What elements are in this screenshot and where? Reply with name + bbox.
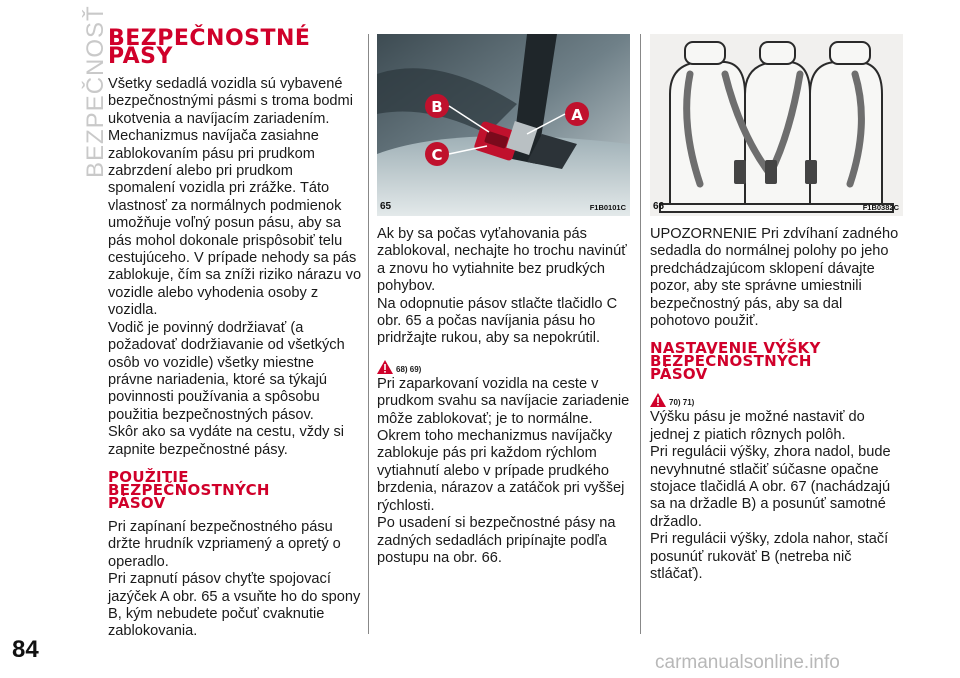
paragraph: Pri zapnutí pásov chyťte spojovací jazýček A obr. 65 a vsuňte ho do spony B, kým nebudete počuť cvaknutie zablokovania. (108, 571, 361, 640)
paragraph: Skôr ako sa vydáte na cestu, vždy si zapnite bezpečnostné pásy. (108, 424, 345, 458)
figure-code: F1B0382C (862, 203, 899, 212)
rear-seats-illustration (650, 34, 903, 216)
warning-triangle-icon (650, 393, 666, 407)
figure-65-seatbelt-buckle (377, 34, 630, 216)
figure-number: 66 (653, 201, 665, 212)
column-middle (377, 226, 631, 567)
subsection-title (108, 467, 362, 512)
column-divider (368, 34, 369, 634)
paragraph: Vodič je povinný dodržiavať (a požadovať dodržiavanie od všetkých osôb vo vozidle) všetky miestne právne nariadenia, ktoré sa týkajú povinnosti používania a spôsobu použitia bezpečnostných pásov. (108, 319, 345, 423)
section-title-line: BEZPEČNOSTNÉ (108, 26, 311, 51)
warning-reference (650, 385, 904, 407)
paragraph: Okrem toho mechanizmus navíjačky zablokuje pás pri každom rýchlom vytiahnutí alebo v prípade prudkého brzdenia, nárazov a zatáčok pri vyššej rýchlosti. (377, 428, 625, 514)
paragraph: Po usadení si bezpečnostné pásy na zadných sedadlách pripínajte podľa postupu na obr. 66. (377, 515, 616, 566)
subsection-title-line: PÁSOV (650, 365, 708, 384)
subsection-title-line: POUŽITIE (108, 467, 189, 486)
column-left (108, 26, 362, 641)
paragraph: UPOZORNENIE Pri zdvíhaní zadného sedadla do normálnej polohy po jeho predchádzajúcom sklopení dávajte pozor, aby ste správne umiestnili bezpečnostný pás, aby sa dal pohotovo použiť. (650, 226, 899, 330)
figure-caption (650, 200, 903, 212)
paragraph: Pri regulácii výšky, zdola nahor, stačí posunúť rukoväť B (netreba nič stláčať). (650, 531, 889, 583)
warning-refs: 70) 71) (669, 398, 695, 408)
figure-number: 65 (380, 201, 392, 212)
paragraph: Výšku pásu je možné nastaviť do jednej z piatich rôznych polôh. (650, 409, 865, 443)
warning-triangle-icon (377, 360, 393, 374)
warning-reference (377, 352, 631, 374)
paragraph: Na odopnutie pásov stlačte tlačidlo C obr. 65 a počas navíjania pásu ho pridržajte rukou, aby sa nepokrútil. (377, 295, 618, 347)
figure-66-rear-seatbelts (650, 34, 903, 216)
subsection-title (650, 339, 904, 384)
paragraph: Všetky sedadlá vozidla sú vybavené bezpečnostnými pásmi s troma bodmi ukotvenia a navíjacím zariadením. Mechanizmus navíjača zasiahne zablokovaním pásu pri prudkom zabrzdení alebo pri prudkom spomalení vozidla pri zrážke. Táto vlastnosť za normálnych podmienok umožňuje voľný posun pásu, aby sa pás mohol dokonale prispôsobiť telu cestujúceho. V prípade nehody sa pás zablokuje, čím sa zníži riziko nárazu vo vozidle alebo vyhodenia osoby z vozidla. (108, 76, 362, 319)
section-side-tab-label: BEZPEČNOSŤ (82, 5, 109, 178)
subsection-title-line: NASTAVENIE VÝŠKY (650, 339, 821, 358)
subsection-title-line: PÁSOV (108, 493, 166, 512)
paragraph: Pri zaparkovaní vozidla na ceste v prudkom svahu sa navíjacie zariadenie môže zablokovať; je to normálne. (377, 375, 630, 427)
section-title (108, 26, 362, 69)
section-title-line: PÁSY (108, 44, 173, 69)
paragraph: Pri zapínaní bezpečnostného pásu držte hrudník vzpriamený a opretý o operadlo. (108, 518, 341, 570)
warning-refs: 68) 69) (396, 364, 422, 374)
figure-caption (377, 200, 630, 212)
figure-code: F1B0101C (589, 203, 626, 212)
watermark: carmanualsonline.info (655, 652, 840, 673)
subsection-title-line: BEZPEČNOSTNÝCH (108, 480, 270, 499)
column-divider (640, 34, 641, 634)
page-number: 84 (12, 636, 39, 663)
column-right (650, 226, 904, 584)
section-side-tab (52, 5, 109, 188)
figure-label-c: C (431, 146, 443, 164)
figure-label-a: A (571, 106, 583, 124)
paragraph: Pri regulácii výšky, zhora nadol, bude nevyhnutné stlačiť súčasne opačne stojace tlačidlá A obr. 67 (nachádzajú sa na držadle B) a posunúť samotné držadlo. (650, 444, 891, 530)
seatbelt-buckle-illustration (377, 34, 630, 216)
figure-label-b: B (431, 98, 443, 116)
paragraph: Ak by sa počas vyťahovania pás zablokoval, nechajte ho trochu navinúť a znovu ho vytiahnite bez prudkých pohybov. (377, 226, 627, 295)
subsection-title-line: BEZPEČNOSTNÝCH (650, 352, 812, 371)
